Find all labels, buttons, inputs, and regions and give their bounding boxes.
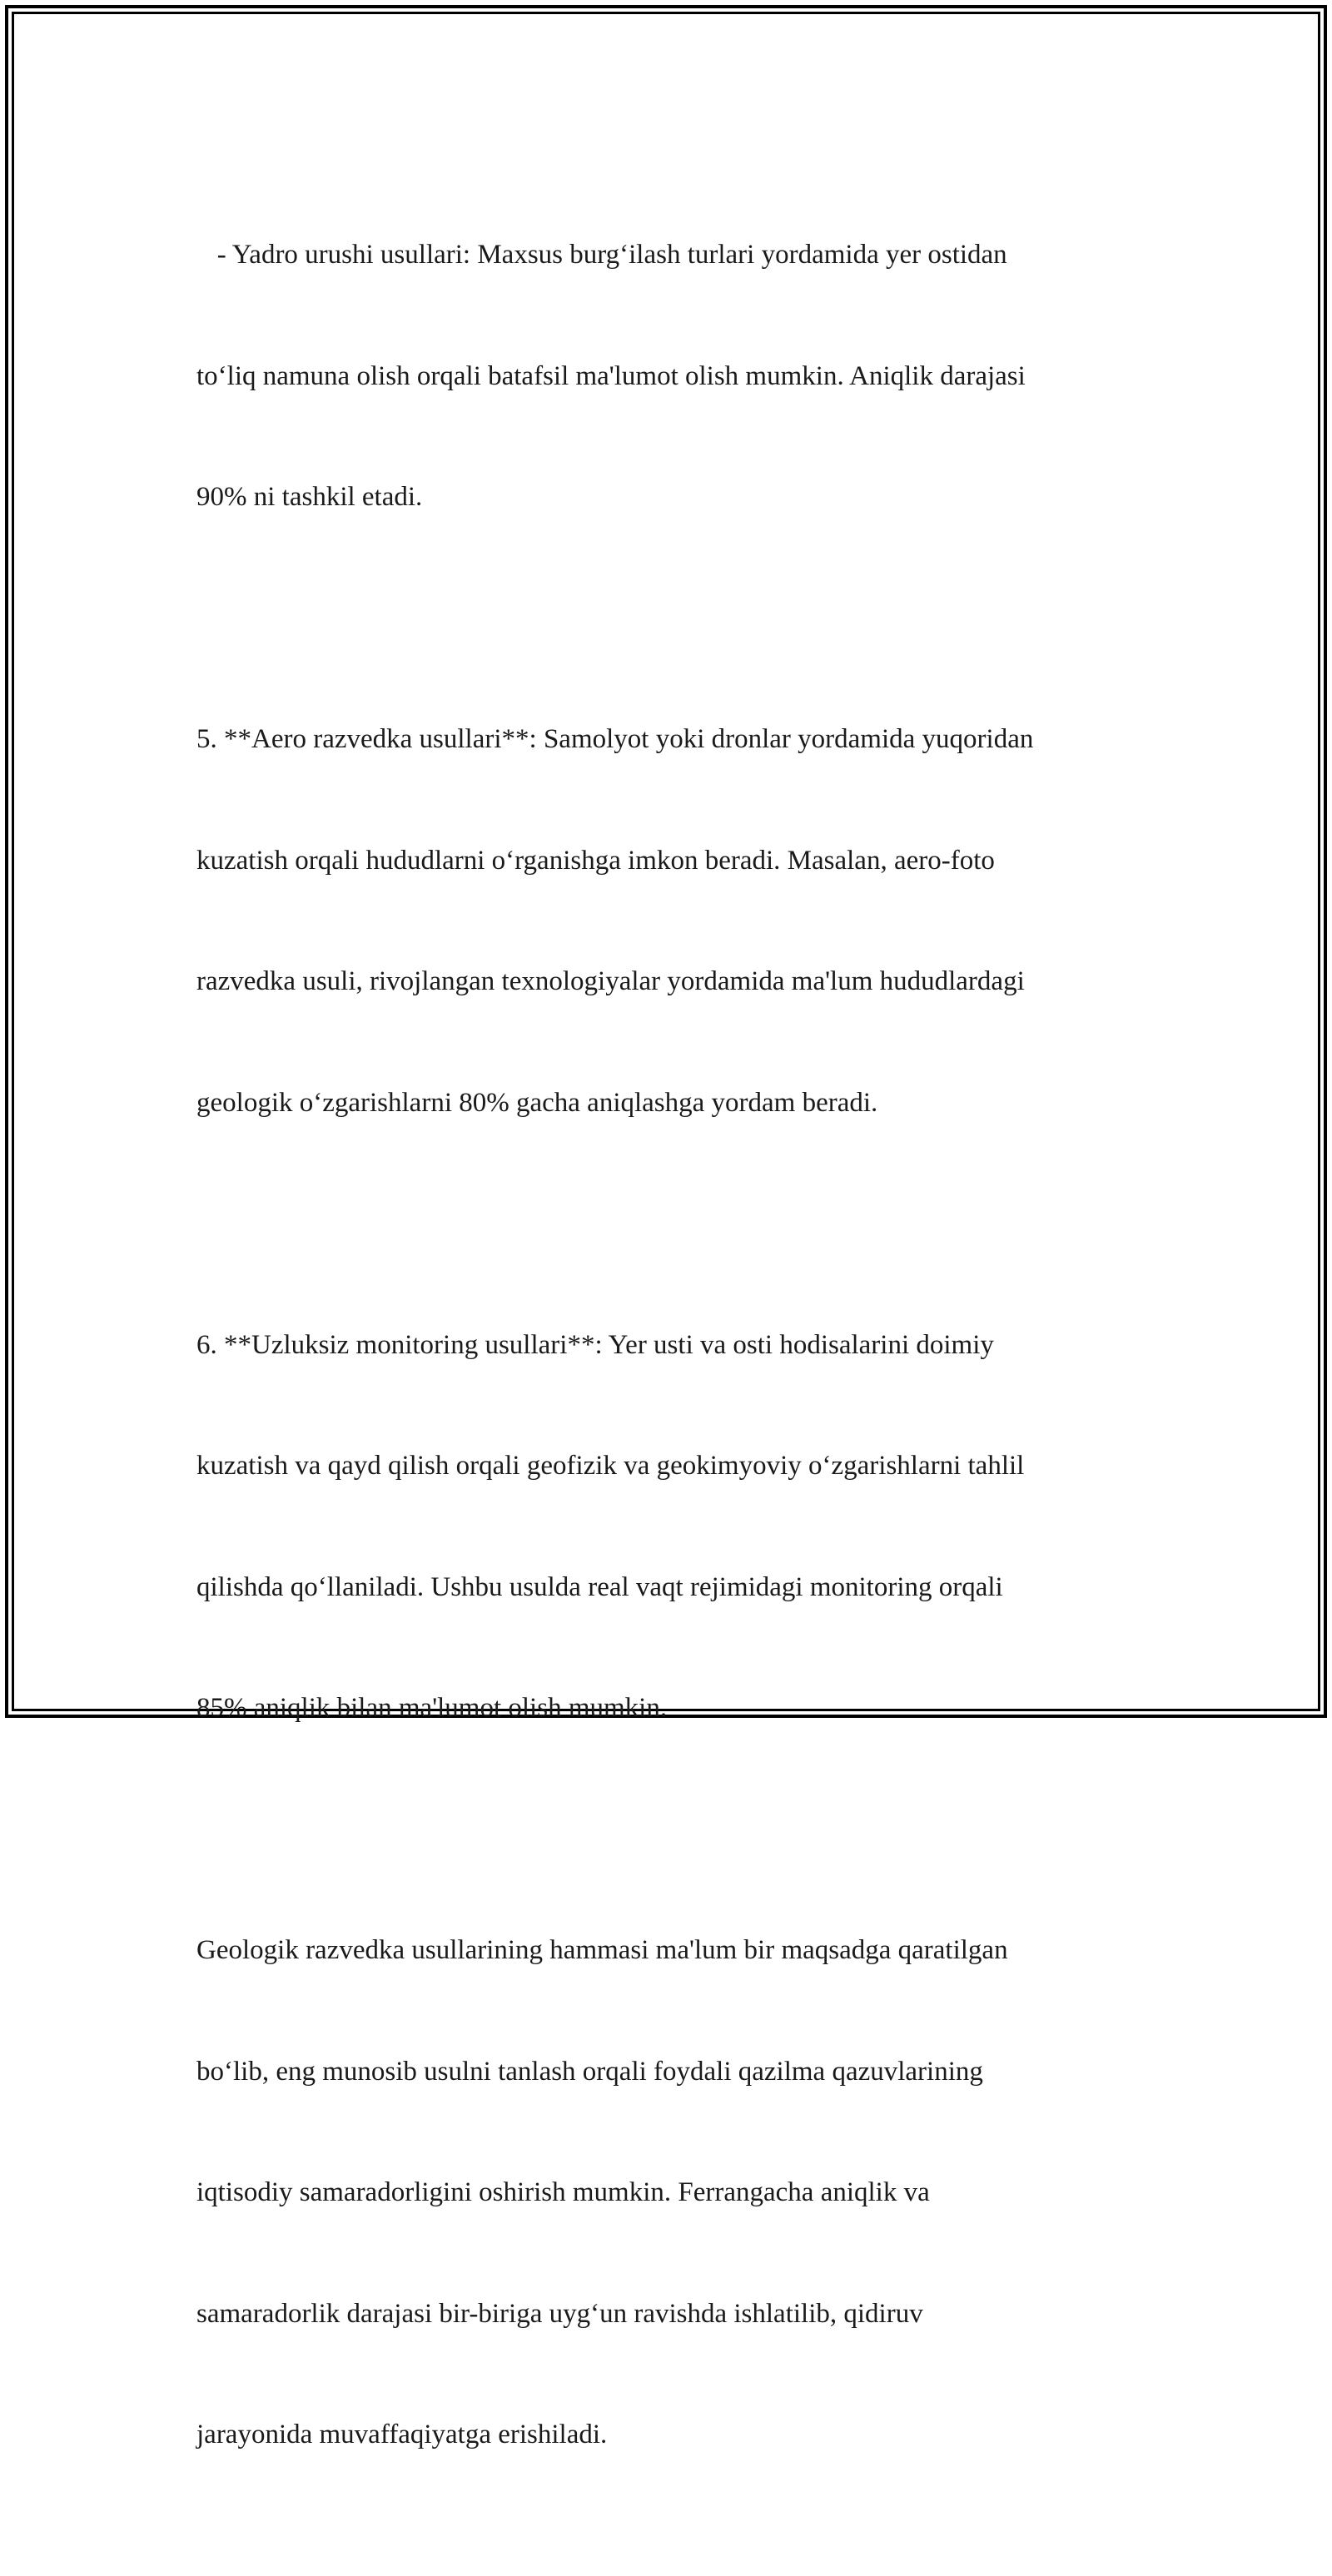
paragraph-aero-razvedka <box>196 638 1137 1204</box>
text-line: qilishda qo‘llaniladi. Ushbu usulda real vaqt rejimidagi monitoring orqali <box>196 1571 1003 1602</box>
text-line: kuzatish va qayd qilish orqali geofizik va geokimyoviy o‘zgarishlarni tahlil <box>196 1451 1025 1481</box>
text-line: kuzatish orqali hududlarni o‘rganishga imkon beradi. Masalan, aero-foto <box>196 845 995 876</box>
text-line: 85% aniqlik bilan ma'lumot olish mumkin. <box>196 1693 668 1723</box>
paragraph-yadro-urushi <box>196 154 1137 598</box>
text-line: - Yadro urushi usullari: Maxsus burg‘ilash turlari yordamida yer ostidan <box>196 240 1007 270</box>
text-line: geologik o‘zgarishlarni 80% gacha aniqlashga yordam beradi. <box>196 1087 878 1118</box>
text-line: 5. **Aero razvedka usullari**: Samolyot yoki dronlar yordamida yuqoridan <box>196 724 1034 754</box>
text-line: 90% ni tashkil etadi. <box>196 482 423 512</box>
paragraph-uzluksiz-monitoring <box>196 1244 1137 1809</box>
text-line: samaradorlik darajasi bir-biriga uyg‘un ravishda ishlatilib, qidiruv <box>196 2298 923 2329</box>
text-line: bo‘lib, eng munosib usulni tanlash orqali foydali qazilma qazuvlarining <box>196 2056 983 2087</box>
text-line: 6. **Uzluksiz monitoring usullari**: Yer usti va osti hodisalarini doimiy <box>196 1329 994 1360</box>
text-line: iqtisodiy samaradorligini oshirish mumkin. Ferrangacha aniqlik va <box>196 2177 930 2207</box>
text-line: razvedka usuli, rivojlangan texnologiyalar yordamida ma'lum hududlardagi <box>196 966 1025 996</box>
text-line: Geologik razvedka usullarining hammasi ma'lum bir maqsadga qaratilgan <box>196 1935 1008 1965</box>
text-line: to‘liq namuna olish orqali batafsil ma'lumot olish mumkin. Aniqlik darajasi <box>196 360 1026 391</box>
text-line: jarayonida muvaffaqiyatga erishiladi. <box>196 2420 608 2449</box>
document-body <box>196 154 1137 2576</box>
paragraph-conclusion <box>196 1849 1137 2536</box>
